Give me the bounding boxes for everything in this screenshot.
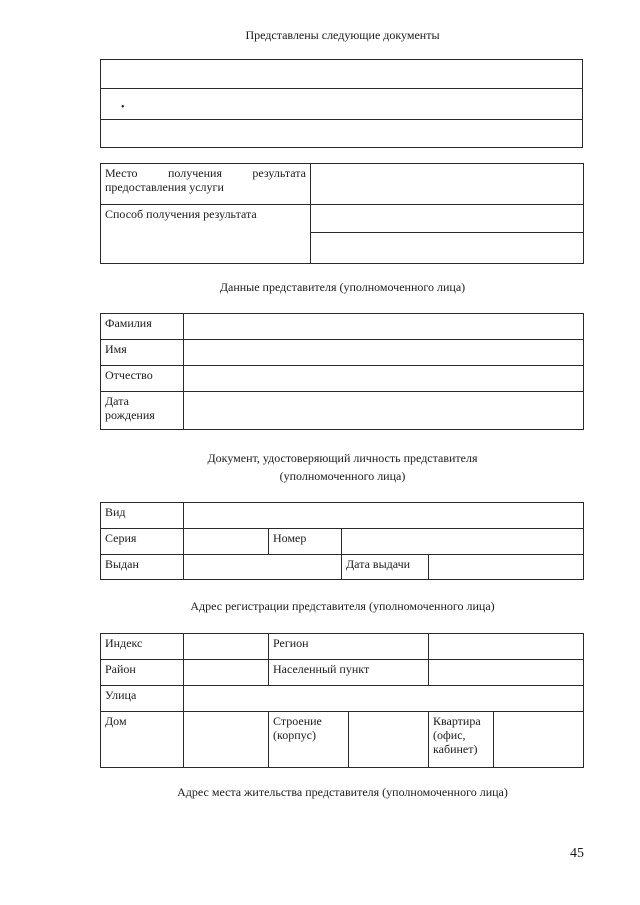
doc-type-label: Вид [101,503,184,529]
scan-dot: • [121,102,125,113]
registration-address-table [100,633,584,768]
district-field[interactable] [184,660,269,686]
patronymic-field[interactable] [184,366,584,392]
document-row-3[interactable] [101,120,583,148]
apartment-label: Квартира (офис, кабинет) [429,712,494,768]
issued-by-label: Выдан [101,555,184,580]
result-table [100,163,584,264]
result-place-value[interactable] [311,164,584,205]
doc-type-field[interactable] [184,503,584,529]
building-label: Строение (корпус) [269,712,429,768]
apartment-field[interactable] [494,712,584,768]
documents-table [100,59,583,148]
locality-label: Населенный пункт [269,660,429,686]
representative-table [100,313,584,430]
region-label: Регион [269,634,429,660]
document-row-2[interactable] [101,89,583,120]
name-field[interactable] [184,340,584,366]
result-place-label: Место получения результата предоставления услуги [101,164,311,205]
documents-heading: Представлены следующие документы [245,28,440,42]
surname-field[interactable] [184,314,584,340]
number-field[interactable] [342,529,584,555]
result-method-value-1[interactable] [311,205,584,233]
district-label: Район [101,660,184,686]
result-method-label: Способ получения результата [101,205,311,264]
index-label: Индекс [101,634,184,660]
document-row-1[interactable] [101,60,583,89]
locality-field[interactable] [429,660,584,686]
name-label: Имя [101,340,184,366]
region-field[interactable] [429,634,584,660]
residence-address-heading: Адрес места жительства представителя (уполномоченного лица) [177,785,508,799]
dob-label: Дата рождения [101,392,184,430]
issued-by-field[interactable] [184,555,342,580]
street-field[interactable] [184,686,584,712]
street-label: Улица [101,686,184,712]
index-field[interactable] [184,634,269,660]
series-field[interactable] [184,529,269,555]
page-number: 45 [570,846,584,861]
representative-heading: Данные представителя (уполномоченного лица) [219,280,466,294]
house-label: Дом [101,712,184,768]
series-label: Серия [101,529,184,555]
id-document-heading: Документ, удостоверяющий личность представителя (уполномоченного лица) [207,451,478,483]
number-label: Номер [269,529,342,555]
house-field[interactable] [184,712,269,768]
dob-field[interactable] [184,392,584,430]
surname-label: Фамилия [101,314,184,340]
patronymic-label: Отчество [101,366,184,392]
id-document-table [100,502,584,580]
building-field[interactable] [349,712,429,767]
result-method-value-2[interactable] [311,233,584,264]
registration-address-heading: Адрес регистрации представителя (уполномоченного лица) [190,599,495,613]
issue-date-label: Дата выдачи [342,555,429,580]
issue-date-field[interactable] [429,555,584,580]
